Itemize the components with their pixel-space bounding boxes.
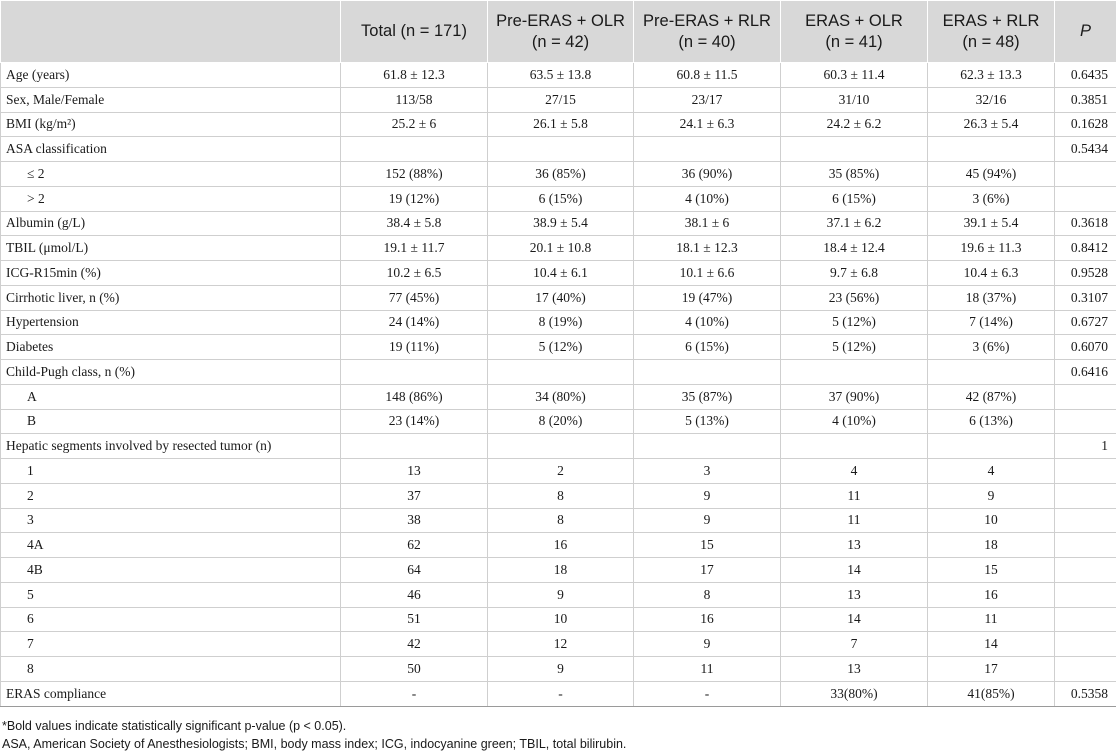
cell-p-value: 0.6727 [1055,310,1116,335]
cell-total: 23 (14%) [341,409,488,434]
header-eras-olr-line1: ERAS + OLR [805,11,903,30]
header-pre-eras-rlr-line1: Pre-ERAS + RLR [643,11,771,30]
cell-total: 64 [341,558,488,583]
cell-total: 10.2 ± 6.5 [341,261,488,286]
cell-p-value [1055,533,1116,558]
table-row [1,261,1116,286]
cell-eras-olr: 31/10 [781,87,928,112]
cell-p-value [1055,582,1116,607]
cell-pre-eras-olr [488,360,634,385]
cell-p-value: 0.9528 [1055,261,1116,286]
header-eras-rlr [928,1,1055,63]
cell-p-value: 0.3107 [1055,285,1116,310]
table-row [1,434,1116,459]
cell-pre-eras-olr: 6 (15%) [488,186,634,211]
cell-pre-eras-rlr [634,434,781,459]
cell-eras-olr: 9.7 ± 6.8 [781,261,928,286]
row-label: 8 [1,657,341,682]
cell-pre-eras-rlr: 10.1 ± 6.6 [634,261,781,286]
cell-p-value [1055,657,1116,682]
cell-pre-eras-rlr: 15 [634,533,781,558]
cell-pre-eras-rlr: 9 [634,508,781,533]
table-row [1,87,1116,112]
cell-total: 46 [341,582,488,607]
table-row [1,558,1116,583]
cell-pre-eras-olr: 10.4 ± 6.1 [488,261,634,286]
row-label: Child-Pugh class, n (%) [1,360,341,385]
cell-eras-olr [781,434,928,459]
cell-eras-rlr: 45 (94%) [928,162,1055,187]
row-label: Hepatic segments involved by resected tumor (n) [1,434,341,459]
table-row [1,63,1116,88]
table-row [1,310,1116,335]
header-p-value: P [1055,1,1116,63]
cell-pre-eras-rlr: 4 (10%) [634,310,781,335]
header-pre-eras-rlr-line2: (n = 40) [678,32,736,51]
cell-pre-eras-olr [488,434,634,459]
cell-total: - [341,681,488,706]
table-row [1,137,1116,162]
table-row [1,409,1116,434]
cell-eras-olr: 4 (10%) [781,409,928,434]
cell-eras-rlr: 17 [928,657,1055,682]
cell-total: 152 (88%) [341,162,488,187]
cell-eras-rlr [928,434,1055,459]
cell-p-value [1055,632,1116,657]
table-row [1,285,1116,310]
cell-p-value: 1 [1055,434,1116,459]
cell-total [341,434,488,459]
table-row [1,360,1116,385]
cell-pre-eras-olr: 8 [488,483,634,508]
table-row [1,162,1116,187]
cell-pre-eras-rlr: - [634,681,781,706]
cell-pre-eras-olr: 17 (40%) [488,285,634,310]
table-row [1,384,1116,409]
cell-pre-eras-rlr [634,137,781,162]
cell-p-value [1055,409,1116,434]
cell-total [341,360,488,385]
cell-eras-rlr: 3 (6%) [928,186,1055,211]
cell-eras-olr: 11 [781,483,928,508]
cell-eras-rlr: 6 (13%) [928,409,1055,434]
header-eras-rlr-line1: ERAS + RLR [942,11,1040,30]
row-label: A [1,384,341,409]
cell-total: 19 (11%) [341,335,488,360]
cell-pre-eras-rlr: 60.8 ± 11.5 [634,63,781,88]
row-label: Albumin (g/L) [1,211,341,236]
header-pre-eras-rlr [634,1,781,63]
table-footnotes [0,707,1116,753]
table-row [1,607,1116,632]
cell-total: 62 [341,533,488,558]
row-label: 6 [1,607,341,632]
cell-p-value: 0.6435 [1055,63,1116,88]
cell-pre-eras-rlr: 8 [634,582,781,607]
cell-pre-eras-olr: 34 (80%) [488,384,634,409]
cell-eras-rlr: 62.3 ± 13.3 [928,63,1055,88]
cell-pre-eras-olr: 63.5 ± 13.8 [488,63,634,88]
cell-total: 13 [341,459,488,484]
cell-p-value: 0.3618 [1055,211,1116,236]
cell-pre-eras-rlr: 38.1 ± 6 [634,211,781,236]
cell-p-value: 0.5434 [1055,137,1116,162]
cell-eras-olr: 7 [781,632,928,657]
cell-eras-rlr: 15 [928,558,1055,583]
cell-total: 148 (86%) [341,384,488,409]
header-total: Total (n = 171) [341,1,488,63]
cell-pre-eras-rlr: 9 [634,483,781,508]
cell-total: 51 [341,607,488,632]
cell-eras-olr: 13 [781,657,928,682]
table-row [1,186,1116,211]
cell-pre-eras-rlr: 18.1 ± 12.3 [634,236,781,261]
cell-eras-rlr: 32/16 [928,87,1055,112]
table-row [1,657,1116,682]
row-label: ≤ 2 [1,162,341,187]
cell-pre-eras-olr: 10 [488,607,634,632]
cell-eras-rlr: 4 [928,459,1055,484]
cell-eras-rlr: 18 [928,533,1055,558]
cell-pre-eras-olr: 18 [488,558,634,583]
row-label: B [1,409,341,434]
cell-eras-olr: 5 (12%) [781,310,928,335]
cell-pre-eras-olr: 2 [488,459,634,484]
cell-eras-rlr: 14 [928,632,1055,657]
table-row [1,211,1116,236]
row-label: Diabetes [1,335,341,360]
cell-total [341,137,488,162]
row-label: 1 [1,459,341,484]
cell-eras-rlr: 42 (87%) [928,384,1055,409]
table-row [1,508,1116,533]
cell-eras-olr [781,137,928,162]
row-label: Sex, Male/Female [1,87,341,112]
row-label: Age (years) [1,63,341,88]
cell-total: 61.8 ± 12.3 [341,63,488,88]
cell-p-value [1055,607,1116,632]
cell-p-value [1055,384,1116,409]
cell-eras-rlr: 3 (6%) [928,335,1055,360]
table-row [1,582,1116,607]
cell-pre-eras-olr: 9 [488,582,634,607]
cell-pre-eras-olr: 20.1 ± 10.8 [488,236,634,261]
cell-pre-eras-rlr: 4 (10%) [634,186,781,211]
cell-eras-rlr: 39.1 ± 5.4 [928,211,1055,236]
cell-total: 113/58 [341,87,488,112]
cell-eras-olr: 37 (90%) [781,384,928,409]
cell-pre-eras-rlr: 16 [634,607,781,632]
cell-pre-eras-olr [488,137,634,162]
row-label: 4A [1,533,341,558]
table-body [1,63,1116,707]
cell-pre-eras-rlr [634,360,781,385]
cell-eras-olr [781,360,928,385]
cell-pre-eras-olr: 8 (20%) [488,409,634,434]
cell-eras-olr: 14 [781,558,928,583]
cell-p-value: 0.1628 [1055,112,1116,137]
row-label: Hypertension [1,310,341,335]
cell-p-value [1055,186,1116,211]
cell-pre-eras-olr: 16 [488,533,634,558]
cell-eras-olr: 35 (85%) [781,162,928,187]
cell-pre-eras-rlr: 19 (47%) [634,285,781,310]
cell-eras-rlr: 7 (14%) [928,310,1055,335]
header-variable [1,1,341,63]
cell-pre-eras-olr: 9 [488,657,634,682]
header-eras-rlr-line2: (n = 48) [962,32,1020,51]
table-row [1,236,1116,261]
cell-eras-rlr [928,360,1055,385]
cell-eras-rlr: 41(85%) [928,681,1055,706]
cell-total: 38 [341,508,488,533]
row-label: 3 [1,508,341,533]
cell-eras-rlr: 11 [928,607,1055,632]
cell-pre-eras-olr: 27/15 [488,87,634,112]
cell-eras-rlr: 16 [928,582,1055,607]
cell-eras-rlr: 9 [928,483,1055,508]
row-label: TBIL (μmol/L) [1,236,341,261]
cell-pre-eras-rlr: 5 (13%) [634,409,781,434]
cell-pre-eras-olr: 5 (12%) [488,335,634,360]
row-label: BMI (kg/m²) [1,112,341,137]
cell-p-value [1055,508,1116,533]
cell-eras-rlr: 19.6 ± 11.3 [928,236,1055,261]
row-label: ICG-R15min (%) [1,261,341,286]
cell-eras-olr: 33(80%) [781,681,928,706]
cell-pre-eras-rlr: 36 (90%) [634,162,781,187]
cell-total: 24 (14%) [341,310,488,335]
row-label: ASA classification [1,137,341,162]
cell-total: 25.2 ± 6 [341,112,488,137]
cell-eras-olr: 37.1 ± 6.2 [781,211,928,236]
header-eras-olr-line2: (n = 41) [825,32,883,51]
cell-eras-olr: 18.4 ± 12.4 [781,236,928,261]
cell-pre-eras-rlr: 24.1 ± 6.3 [634,112,781,137]
cell-pre-eras-rlr: 9 [634,632,781,657]
cell-p-value: 0.6070 [1055,335,1116,360]
cell-eras-olr: 4 [781,459,928,484]
cell-eras-olr: 5 (12%) [781,335,928,360]
cell-eras-rlr: 26.3 ± 5.4 [928,112,1055,137]
cell-total: 19.1 ± 11.7 [341,236,488,261]
table-row [1,681,1116,706]
header-pre-eras-olr-line1: Pre-ERAS + OLR [496,11,625,30]
cell-pre-eras-olr: 36 (85%) [488,162,634,187]
cell-eras-olr: 6 (15%) [781,186,928,211]
table-row [1,483,1116,508]
cell-eras-rlr: 18 (37%) [928,285,1055,310]
cell-p-value [1055,162,1116,187]
table-row [1,112,1116,137]
cell-p-value: 0.6416 [1055,360,1116,385]
cell-total: 37 [341,483,488,508]
cell-eras-rlr: 10.4 ± 6.3 [928,261,1055,286]
row-label: 2 [1,483,341,508]
cell-total: 50 [341,657,488,682]
cell-pre-eras-rlr: 35 (87%) [634,384,781,409]
cell-p-value [1055,483,1116,508]
row-label: > 2 [1,186,341,211]
cell-p-value [1055,459,1116,484]
header-eras-olr [781,1,928,63]
cell-p-value: 0.8412 [1055,236,1116,261]
cell-pre-eras-rlr: 17 [634,558,781,583]
table-header [1,1,1116,63]
cell-pre-eras-olr: - [488,681,634,706]
cell-eras-olr: 11 [781,508,928,533]
table-row [1,632,1116,657]
cell-pre-eras-rlr: 3 [634,459,781,484]
cell-pre-eras-olr: 26.1 ± 5.8 [488,112,634,137]
cell-total: 19 (12%) [341,186,488,211]
table-row [1,335,1116,360]
cell-pre-eras-rlr: 6 (15%) [634,335,781,360]
cell-p-value [1055,558,1116,583]
cell-eras-olr: 13 [781,533,928,558]
cell-p-value: 0.5358 [1055,681,1116,706]
cell-total: 42 [341,632,488,657]
cell-pre-eras-olr: 8 [488,508,634,533]
cell-eras-olr: 14 [781,607,928,632]
row-label: 4B [1,558,341,583]
row-label: Cirrhotic liver, n (%) [1,285,341,310]
cell-pre-eras-olr: 12 [488,632,634,657]
table-row [1,533,1116,558]
row-label: ERAS compliance [1,681,341,706]
row-label: 7 [1,632,341,657]
cell-eras-olr: 23 (56%) [781,285,928,310]
footnote-abbreviations: ASA, American Society of Anesthesiologists; BMI, body mass index; ICG, indocyanine green; TBIL, total bilirubin. [2,736,627,751]
header-pre-eras-olr-line2: (n = 42) [531,32,590,51]
cell-eras-rlr [928,137,1055,162]
cell-total: 38.4 ± 5.8 [341,211,488,236]
cell-total: 77 (45%) [341,285,488,310]
header-pre-eras-olr [488,1,634,63]
cell-eras-olr: 13 [781,582,928,607]
table-row [1,459,1116,484]
cell-p-value: 0.3851 [1055,87,1116,112]
cell-eras-rlr: 10 [928,508,1055,533]
row-label: 5 [1,582,341,607]
cell-eras-olr: 24.2 ± 6.2 [781,112,928,137]
cell-pre-eras-olr: 8 (19%) [488,310,634,335]
cell-pre-eras-olr: 38.9 ± 5.4 [488,211,634,236]
header-row [1,1,1116,63]
cell-pre-eras-rlr: 23/17 [634,87,781,112]
cell-pre-eras-rlr: 11 [634,657,781,682]
cell-eras-olr: 60.3 ± 11.4 [781,63,928,88]
footnote-significance: *Bold values indicate statistically significant p-value (p < 0.05). [2,718,347,733]
